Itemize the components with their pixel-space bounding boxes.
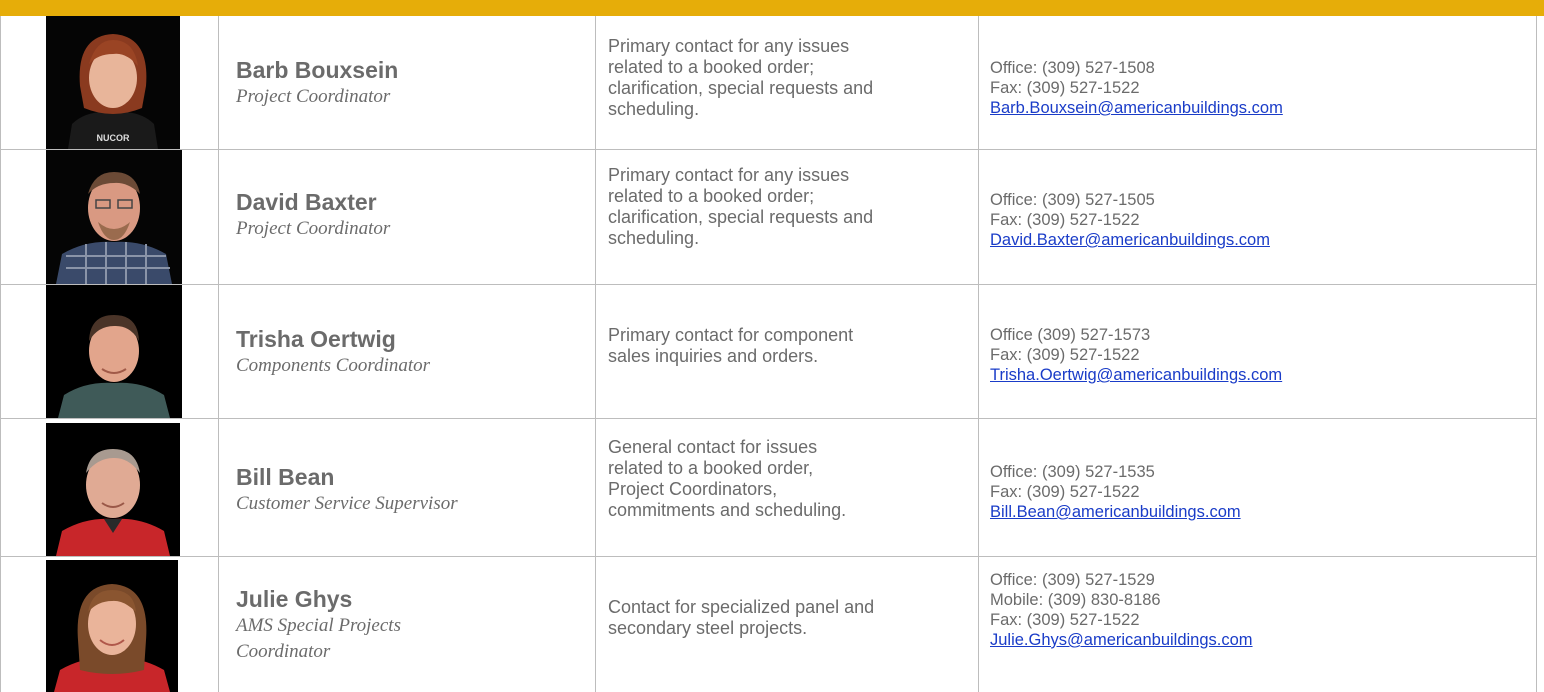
contact-description [608,325,956,367]
email-link[interactable]: Julie.Ghys@americanbuildings.com [990,631,1253,649]
table-row [0,16,1537,150]
table-row [0,150,1537,285]
header-bar [0,0,1544,16]
contact-name: Julie Ghys [236,586,353,612]
shirt-logo-text: NUCOR [96,133,130,143]
contact-info [990,325,1520,385]
contact-name-cell [236,188,390,242]
description-line: General contact for issues [608,437,818,457]
contact-name: Bill Bean [236,464,335,490]
contact-description [608,437,956,521]
description-line: Contact for specialized panel and [608,597,875,617]
person-photo-icon [46,560,178,692]
description-line: Primary contact for component [608,325,854,345]
contact-title: AMS Special Projects Coordinator [236,615,401,662]
email-link[interactable]: Barb.Bouxsein@americanbuildings.com [990,99,1283,117]
office-phone: Office: (309) 527-1508 [990,59,1155,77]
contact-info [990,58,1520,118]
contact-description [608,36,956,120]
table-row [0,285,1537,419]
contact-name-cell [236,585,566,665]
description-line: Project Coordinators, [608,479,778,499]
contact-info [990,570,1520,650]
table-row [0,419,1537,557]
description-line: clarification, special requests and [608,207,874,227]
person-photo-icon [46,16,180,149]
contact-info [990,190,1520,250]
contact-title: Project Coordinator [236,86,391,107]
fax-number: Fax: (309) 527-1522 [990,79,1140,97]
fax-number: Fax: (309) 527-1522 [990,211,1140,229]
person-photo-icon [46,150,182,284]
email-link[interactable]: Trisha.Oertwig@americanbuildings.com [990,366,1283,384]
description-line: sales inquiries and orders. [608,346,819,366]
office-phone: Office: (309) 527-1529 [990,571,1155,589]
description-line: Primary contact for any issues [608,165,850,185]
person-photo-icon [46,423,180,556]
mobile-phone: Mobile: (309) 830-8186 [990,591,1161,609]
contact-title: Components Coordinator [236,355,431,376]
description-line: related to a booked order; [608,57,815,77]
email-link[interactable]: Bill.Bean@americanbuildings.com [990,503,1241,521]
contact-name: Trisha Oertwig [236,326,396,352]
contact-title: Customer Service Supervisor [236,493,458,514]
person-photo-icon [46,285,182,418]
contact-info [990,462,1520,522]
description-line: clarification, special requests and [608,78,874,98]
contact-name-cell [236,56,398,110]
description-line: Primary contact for any issues [608,36,850,56]
fax-number: Fax: (309) 527-1522 [990,611,1140,629]
contact-name: David Baxter [236,189,377,215]
office-phone: Office: (309) 527-1505 [990,191,1155,209]
email-link[interactable]: David.Baxter@americanbuildings.com [990,231,1270,249]
contact-name-cell [236,463,458,517]
description-line: related to a booked order; [608,186,815,206]
contact-name: Barb Bouxsein [236,57,399,83]
description-line: scheduling. [608,228,700,248]
contact-title: Project Coordinator [236,218,391,239]
description-line: scheduling. [608,99,700,119]
table-row [0,557,1537,692]
fax-number: Fax: (309) 527-1522 [990,346,1140,364]
description-line: secondary steel projects. [608,618,808,638]
contact-description [608,165,956,249]
contact-description [608,597,956,639]
description-line: related to a booked order, [608,458,814,478]
contact-name-cell [236,325,430,379]
office-phone: Office (309) 527-1573 [990,326,1151,344]
fax-number: Fax: (309) 527-1522 [990,483,1140,501]
description-line: commitments and scheduling. [608,500,847,520]
office-phone: Office: (309) 527-1535 [990,463,1155,481]
